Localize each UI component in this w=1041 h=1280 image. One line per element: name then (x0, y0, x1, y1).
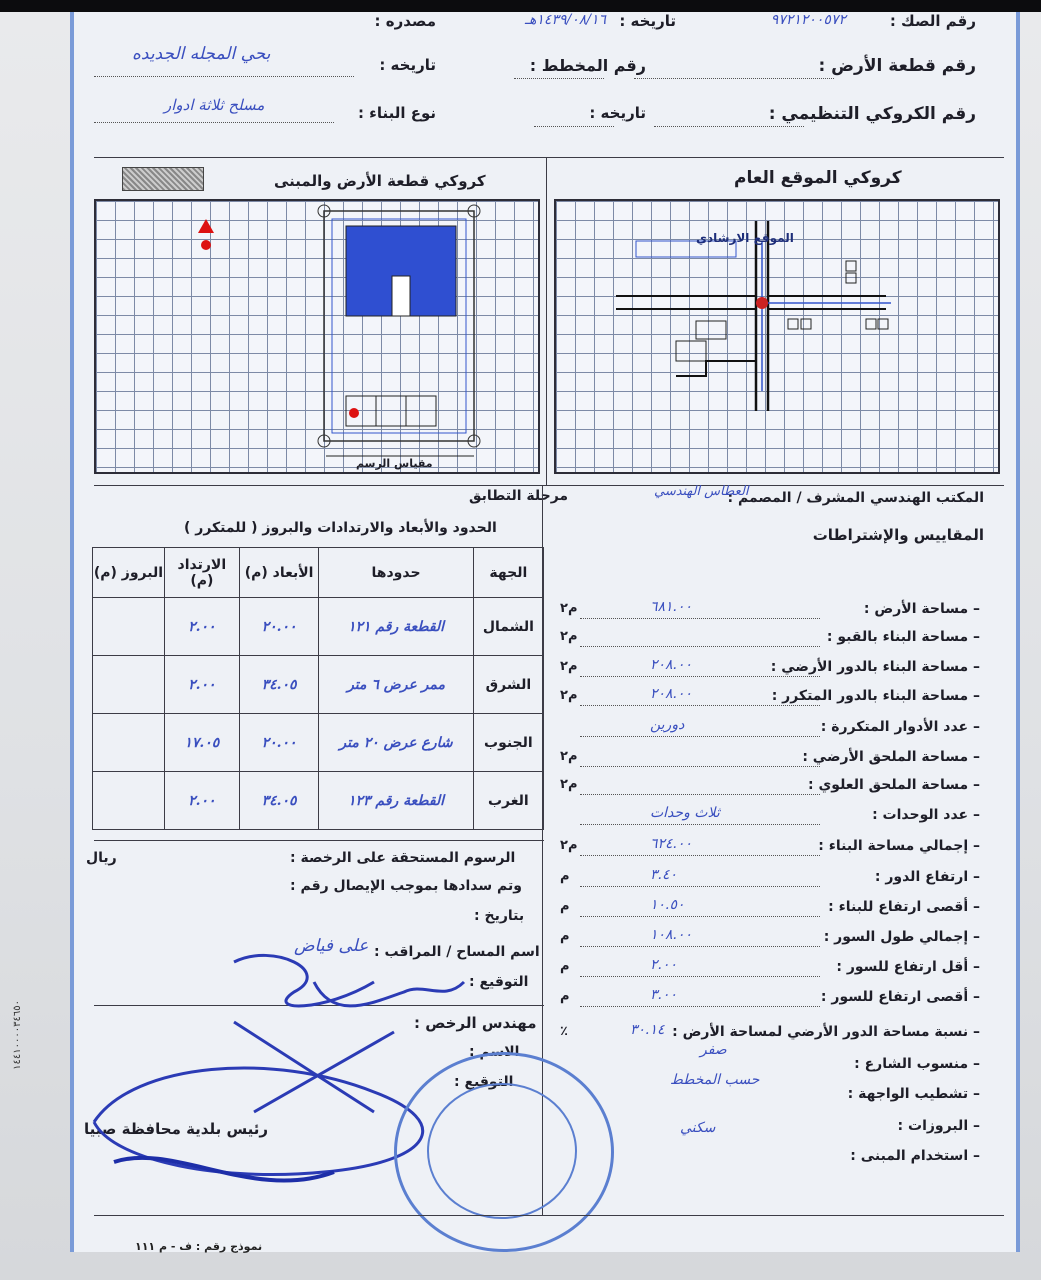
stair-core (392, 276, 410, 316)
spec-label: – عدد الوحدات : (872, 807, 980, 823)
list-item (560, 955, 980, 983)
land-plot-number-label: رقم قطعة الأرض : (818, 56, 976, 76)
spec-label: – تشطيب الواجهة : (847, 1086, 980, 1102)
plot-sketch-grid (94, 199, 540, 474)
bounds-setback: ٢.٠٠ (164, 656, 239, 714)
surveyor-signature-label: التوقيع : (469, 974, 529, 990)
bounds-header-proj: البروز (م) (93, 548, 165, 598)
list-item (560, 1114, 980, 1142)
spec-label: – مساحة البناء بالقبو : (826, 629, 980, 645)
guide-site-label: الموقع الارشادي (696, 231, 794, 245)
bounds-border: ممر عرض ٦ متر (319, 656, 473, 714)
bounds-border: شارع عرض ٢٠ متر (319, 714, 473, 772)
list-item (560, 985, 980, 1013)
table-row (93, 772, 544, 830)
list-item (560, 834, 980, 862)
district-value: بحي المجله الجديده (132, 44, 271, 64)
specs-title: المقاييس والإشتراطات (812, 526, 984, 544)
bottom-rule (94, 1215, 1004, 1216)
bounds-side: الجنوب (473, 714, 543, 772)
entry-marker (349, 408, 359, 418)
list-item (560, 803, 980, 831)
bounds-proj (93, 656, 165, 714)
spec-value: ٣٠.١٤ (630, 1022, 665, 1038)
plot-sketch-drawing (96, 201, 538, 472)
fees-currency: ريال (86, 850, 117, 866)
list-item (560, 895, 980, 923)
spec-label: – إجمالي مساحة البناء : (818, 838, 980, 854)
spec-unit: م٢ (560, 659, 578, 674)
spec-value: ٦٨١.٠٠ (650, 599, 693, 615)
stage-rule (94, 485, 1004, 486)
spec-dots (580, 1006, 820, 1007)
bounds-border: القطعة رقم ١٢١ (319, 598, 473, 656)
bounds-proj (93, 714, 165, 772)
spec-dots (580, 618, 820, 619)
spec-unit: م٢ (560, 777, 578, 792)
plan-number-label: رقم المخطط : (529, 56, 646, 75)
spec-dots (580, 736, 820, 737)
list-item (560, 715, 980, 743)
deed-number-label: رقم الصك : (889, 12, 976, 30)
spec-dots (580, 916, 820, 917)
spec-dots (580, 946, 820, 947)
list-item (560, 1042, 980, 1080)
bounds-dim: ٣٤.٠٥ (239, 656, 319, 714)
table-row (93, 656, 544, 714)
list-item (560, 597, 980, 625)
deed-number-value: ٩٧٢١٢٠٠٥٧٢ (770, 12, 846, 28)
bounds-proj (93, 598, 165, 656)
spec-label: – إجمالي طول السور : (823, 929, 980, 945)
deed-source-label: مصدره : (374, 12, 436, 30)
spec-unit: م (560, 929, 570, 944)
sketch-date-label: تاريخه : (589, 104, 646, 122)
paid-label: وتم سدادها بموجب الإيصال رقم : (290, 878, 522, 894)
spec-dots (580, 766, 820, 767)
plot-sketch-title: كروكي قطعة الأرض والمبنى (274, 172, 486, 190)
hatched-box (122, 167, 204, 191)
paid-date-label: بتاريخ : (474, 908, 525, 924)
list-item (560, 655, 980, 683)
parking-block (346, 396, 436, 426)
engineer-name-label: الاسم : (469, 1044, 520, 1060)
list-item (560, 865, 980, 893)
bounds-header-dim: الأبعاد (م) (239, 548, 319, 598)
bounds-table (92, 547, 544, 830)
bounds-header-setback: الارتداد (م) (164, 548, 239, 598)
permit-document (70, 12, 1020, 1252)
north-arrow (198, 219, 214, 233)
bounds-dim: ٢٠.٠٠ (239, 598, 319, 656)
spec-label: – أقصى ارتفاع للسور : (820, 989, 980, 1005)
spec-value: ١٠.٥٠ (650, 897, 685, 913)
list-item (560, 745, 980, 773)
spec-value: ٢.٠٠ (650, 957, 678, 973)
spec-label: – مساحة الأرض : (863, 601, 980, 617)
stamp-inner-ring (427, 1083, 577, 1219)
general-site-grid (554, 199, 1000, 474)
spec-label: – استخدام المبنى : (850, 1148, 980, 1164)
spec-value: سكني (680, 1120, 716, 1136)
spec-value: ٢٠٨.٠٠ (650, 686, 693, 702)
spec-unit: م٢ (560, 601, 578, 616)
sketch-dots (654, 126, 804, 127)
bounds-dim: ٢٠.٠٠ (239, 714, 319, 772)
spec-value: ٣.٠٠ (650, 987, 678, 1003)
bounds-side: الشمال (473, 598, 543, 656)
spec-value: صفر (700, 1042, 727, 1058)
spec-unit: م٢ (560, 688, 578, 703)
deed-date-value: ١٤٣٩/٠٨/١٦هـ (524, 12, 606, 28)
bounds-dim: ٣٤.٠٥ (239, 772, 319, 830)
sketch-number-label: رقم الكروكي التنظيمي : (768, 104, 976, 124)
spec-dots (580, 824, 820, 825)
site-marker (756, 297, 768, 309)
spec-label: – أقصى ارتفاع للبناء : (828, 899, 980, 915)
spec-dots (580, 646, 820, 647)
spec-value: حسب المخطط (670, 1072, 760, 1088)
spec-unit: م٢ (560, 629, 578, 644)
building-type-value: مسلح ثلاثة ادوار (164, 96, 265, 114)
spec-value: ٢٠٨.٠٠ (650, 657, 693, 673)
spec-dots (580, 705, 820, 706)
spec-dots (580, 855, 820, 856)
spec-value: ٣.٤٠ (650, 867, 678, 883)
scale-label: مقياس الرسم (356, 457, 433, 470)
plan-date-label: تاريخه : (379, 56, 436, 74)
general-site-title: كروكي الموقع العام (734, 168, 902, 188)
spec-unit: م (560, 989, 570, 1004)
spec-dots (580, 886, 820, 887)
spec-label: – مساحة البناء بالدور المتكرر : (771, 688, 980, 704)
spec-value: ٦٢٤.٠٠ (650, 836, 693, 852)
spec-label: – مساحة الملحق العلوي : (808, 777, 980, 793)
engineer-title: مهندس الرخص : (414, 1014, 537, 1032)
spec-unit: ٪ (560, 1024, 568, 1039)
sketch-divider (546, 157, 547, 485)
bounds-setback: ٢.٠٠ (164, 598, 239, 656)
bounds-side: الشرق (473, 656, 543, 714)
sketch-date-dots (534, 126, 614, 127)
deed-date-label: تاريخه : (619, 12, 676, 30)
stage-label: مرحلة التطابق (469, 488, 569, 504)
district-dots (94, 76, 354, 77)
spec-unit: م٢ (560, 749, 578, 764)
spec-value: دورين (650, 717, 685, 733)
spec-label: – أقل ارتفاع للسور : (836, 959, 980, 975)
surveyor-value: على فياض (294, 936, 369, 956)
fees-rule (94, 840, 544, 841)
office-value: العطاس الهندسي (654, 484, 749, 499)
bounds-header-side: الجهة (473, 548, 543, 598)
spec-label: – مساحة البناء بالدور الأرضي : (770, 659, 980, 675)
table-row (93, 598, 544, 656)
surveyor-label: اسم المساح / المراقب : (374, 944, 540, 960)
spec-label: – منسوب الشارع : (854, 1056, 980, 1072)
spec-dots (580, 976, 820, 977)
spec-label: – نسبة مساحة الدور الأرضي لمساحة الأرض : (672, 1024, 980, 1040)
building-type-label: نوع البناء : (357, 104, 436, 122)
table-row (93, 714, 544, 772)
side-code: ١٤٤١٠٠٠٠٣٤٦٥٠ (12, 1000, 23, 1070)
bounds-side: الغرب (473, 772, 543, 830)
fees-label: الرسوم المستحقة على الرخصة : (290, 850, 516, 866)
spec-dots (580, 676, 820, 677)
spec-dots (580, 794, 820, 795)
bounds-header-border: حدودها (319, 548, 473, 598)
bounds-proj (93, 772, 165, 830)
land-plot-dots (634, 78, 834, 79)
bounds-setback: ١٧.٠٥ (164, 714, 239, 772)
list-item (560, 773, 980, 801)
spec-label: – ارتفاع الدور : (874, 869, 980, 885)
municipality-head-label: رئيس بلدية محافظة صبيا (84, 1120, 269, 1138)
plan-dots (514, 78, 604, 79)
spec-value: ثلاث وحدات (650, 805, 720, 821)
list-item (560, 1072, 980, 1110)
spec-label: – البروزات : (897, 1118, 980, 1134)
spec-unit: م٢ (560, 838, 578, 853)
list-item (560, 1020, 980, 1048)
spec-unit: م (560, 869, 570, 884)
bounds-border: القطعة رقم ١٢٣ (319, 772, 473, 830)
building-type-dots (94, 122, 334, 123)
spec-label: – عدد الأدوار المتكررة : (820, 719, 980, 735)
spec-value: ١٠٨.٠٠ (650, 927, 693, 943)
spec-unit: م (560, 899, 570, 914)
bounds-title: الحدود والأبعاد والارتدادات والبروز ( للمتكرر ) (184, 520, 497, 536)
spec-unit: م (560, 959, 570, 974)
bounds-setback: ٢.٠٠ (164, 772, 239, 830)
top-dark-bar (0, 0, 1041, 12)
form-number: نموذج رقم : ف - م ١١١ (135, 1240, 263, 1253)
list-item (560, 925, 980, 953)
list-item (560, 625, 980, 653)
north-dot (201, 240, 211, 250)
spec-label: – مساحة الملحق الأرضي : (802, 749, 980, 765)
office-label: المكتب الهندسي المشرف / المصمم : (727, 490, 984, 506)
sketch-top-rule (94, 157, 1004, 158)
engineer-sign-label: التوقيع : (454, 1074, 514, 1090)
list-item (560, 684, 980, 712)
